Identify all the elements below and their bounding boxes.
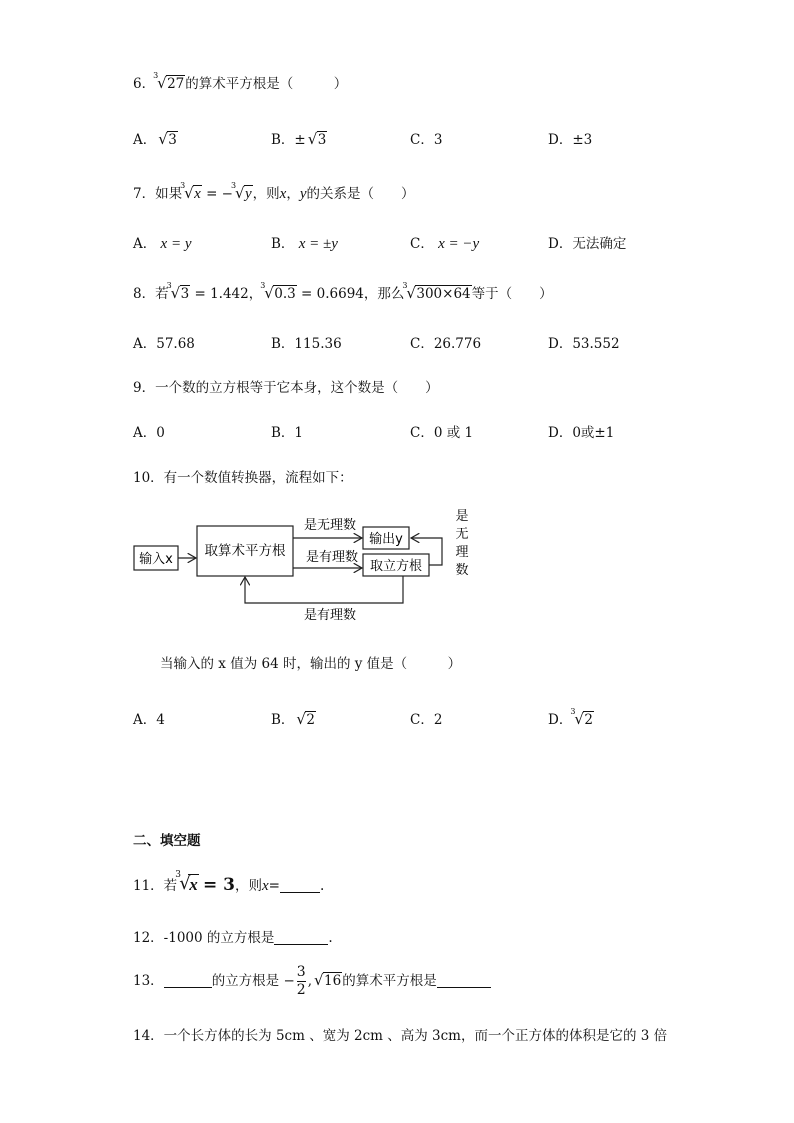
q10-option-c[interactable]: C．2 bbox=[410, 712, 443, 728]
svg-text:是: 是 bbox=[455, 509, 469, 524]
flow-cube-box bbox=[363, 554, 429, 576]
q6-option-b[interactable]: B．± √ 3 bbox=[271, 130, 327, 148]
q6-text: 的算术平方根是（ ） bbox=[185, 76, 348, 92]
svg-text:数: 数 bbox=[455, 563, 469, 578]
section-fill-in-heading: 二、填空题 bbox=[133, 833, 201, 849]
q10-option-a[interactable]: A．4 bbox=[133, 712, 165, 728]
q8-option-d[interactable]: D．53.552 bbox=[548, 336, 620, 352]
q14-stem: 14．一个长方体的长为 5cm 、宽为 2cm 、高为 3cm，而一个正方体的体积是它的 3 倍 bbox=[133, 1028, 668, 1044]
flow-label-rational: 是有理数 bbox=[305, 550, 359, 565]
q8-option-c[interactable]: C．26.776 bbox=[410, 336, 482, 352]
q9-option-d[interactable]: D．0或±1 bbox=[548, 425, 615, 441]
q13-answer-blank-1[interactable] bbox=[164, 973, 212, 988]
q12-stem: 12．-1000 的立方根是 . bbox=[133, 930, 333, 946]
flow-output-box bbox=[363, 527, 409, 549]
q7-stem: 7．如果 3 √ x = − 3 √ y，则x，y的关系是（ ） bbox=[133, 181, 415, 202]
q7-option-c[interactable]: C． x = −y bbox=[410, 236, 480, 252]
q10-prompt: 当输入的 x 值为 64 时，输出的 y 值是（ ） bbox=[160, 656, 462, 672]
q8-option-a[interactable]: A．57.68 bbox=[133, 336, 195, 352]
q6-cube-root: 3 √ 27 bbox=[153, 71, 185, 92]
svg-text:输入x: 输入x bbox=[139, 552, 173, 567]
q7-option-b[interactable]: B． x = ±y bbox=[271, 236, 338, 252]
flow-sqrt-box bbox=[197, 526, 293, 576]
flow-label-bottom: 是有理数 bbox=[303, 608, 357, 623]
flow-arrow-loop-rational bbox=[245, 576, 403, 603]
q6-stem bbox=[133, 72, 347, 92]
q8-stem: 8．若 3 √ 3 = 1.442， 3 √ 0.3 = 0.6694，那么 3 √ 300×64等于（ ） bbox=[133, 281, 553, 302]
q9-option-c[interactable]: C．0 或 1 bbox=[410, 425, 474, 441]
q6-option-c[interactable]: C．3 bbox=[410, 132, 443, 148]
svg-text:理: 理 bbox=[455, 545, 469, 560]
q13-answer-blank-2[interactable] bbox=[437, 973, 491, 988]
svg-text:取立方根: 取立方根 bbox=[369, 559, 423, 574]
q8-option-b[interactable]: B．115.36 bbox=[271, 336, 342, 352]
svg-text:取算术平方根: 取算术平方根 bbox=[204, 543, 286, 559]
q13-fraction: $\frac{3}{2}$ bbox=[296, 964, 306, 998]
svg-text:输出y: 输出y bbox=[369, 532, 403, 547]
q9-option-b[interactable]: B．1 bbox=[271, 425, 304, 441]
svg-text:无: 无 bbox=[455, 527, 469, 542]
flow-label-irrational: 是无理数 bbox=[303, 518, 357, 533]
q10-option-d[interactable]: D． 3 √ 2 bbox=[548, 707, 593, 728]
q9-stem: 9．一个数的立方根等于它本身，这个数是（ ） bbox=[133, 380, 439, 396]
flow-input-box bbox=[134, 546, 178, 570]
q10-stem: 10．有一个数值转换器，流程如下： bbox=[133, 470, 353, 486]
q6-option-a[interactable]: A． √ 3 bbox=[133, 130, 177, 148]
q6-number: 6． bbox=[133, 76, 156, 92]
q11-answer-blank[interactable] bbox=[280, 878, 320, 893]
q10-option-b[interactable]: B． √ 2 bbox=[271, 710, 316, 728]
q7-option-a[interactable]: A． x = y bbox=[133, 236, 192, 252]
q9-option-a[interactable]: A．0 bbox=[133, 425, 165, 441]
q6-option-d[interactable]: D．±3 bbox=[548, 132, 593, 148]
q7-option-d[interactable]: D．无法确定 bbox=[548, 236, 627, 252]
flow-side-label bbox=[455, 509, 468, 578]
q11-stem: 11．若 3 √ x = 3，则x= . bbox=[133, 870, 325, 895]
q13-stem: 13． 的立方根是 − $\frac{3}{2}$ , √ 16的算术平方根是 bbox=[133, 964, 491, 999]
q10-flowchart bbox=[128, 505, 478, 630]
q12-answer-blank[interactable] bbox=[274, 930, 328, 945]
